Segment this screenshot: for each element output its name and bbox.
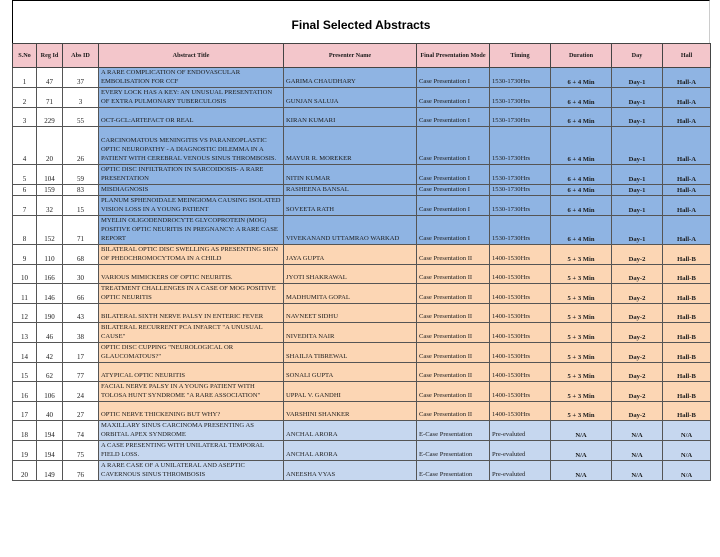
cell-abs-id: 75 <box>63 441 99 461</box>
cell-duration: 6 + 4 Min <box>551 165 612 185</box>
cell-reg-id: 194 <box>37 421 63 441</box>
cell-timing: 1400-1530Hrs <box>490 265 551 284</box>
cell-duration: 5 + 3 Min <box>551 402 612 421</box>
cell-presenter-name: JAYA GUPTA <box>284 245 417 265</box>
header-hall: Hall <box>663 44 711 68</box>
cell-abs-id: 59 <box>63 165 99 185</box>
cell-sno: 4 <box>13 127 37 165</box>
cell-day: Day-2 <box>612 382 663 402</box>
cell-hall: Hall-B <box>663 245 711 265</box>
cell-presentation-mode: Case Presentation I <box>417 127 490 165</box>
cell-reg-id: 40 <box>37 402 63 421</box>
cell-sno: 14 <box>13 343 37 363</box>
table-row <box>13 343 711 363</box>
cell-reg-id: 229 <box>37 108 63 127</box>
cell-reg-id: 71 <box>37 88 63 108</box>
cell-presenter-name: RASHEENA BANSAL <box>284 185 417 196</box>
cell-presentation-mode: Case Presentation I <box>417 108 490 127</box>
cell-abstract-title: CARCINOMATOUS MENINGITIS VS PARANEOPLASTIC OPTIC NEUROPATHY - A DIAGNOSTIC DILEMMA IN A PATIENT WITH CEREBRAL VENOUS SINUS THROMBOSIS. <box>99 127 284 165</box>
table-row <box>13 245 711 265</box>
table-row <box>13 185 711 196</box>
cell-abstract-title: OPTIC DISC INFILTRATION IN SARCOIDOSIS- A RARE PRESENTATION <box>99 165 284 185</box>
cell-sno: 19 <box>13 441 37 461</box>
cell-presenter-name: VARSHINI SHANKER <box>284 402 417 421</box>
header-reg-id: Reg Id <box>37 44 63 68</box>
cell-day: Day-2 <box>612 363 663 382</box>
cell-day: Day-1 <box>612 216 663 245</box>
cell-timing: 1400-1530Hrs <box>490 323 551 343</box>
cell-reg-id: 47 <box>37 68 63 88</box>
table-row <box>13 402 711 421</box>
header-presenter-name: Presenter Name <box>284 44 417 68</box>
cell-sno: 9 <box>13 245 37 265</box>
cell-abs-id: 38 <box>63 323 99 343</box>
cell-abstract-title: EVERY LOCK HAS A KEY: AN UNUSUAL PRESENTATION OF EXTRA PULMONARY TUBERCULOSIS <box>99 88 284 108</box>
cell-day: Day-2 <box>612 284 663 304</box>
cell-presentation-mode: Case Presentation I <box>417 165 490 185</box>
cell-timing: 1530-1730Hrs <box>490 127 551 165</box>
cell-hall: Hall-B <box>663 265 711 284</box>
cell-abs-id: 30 <box>63 265 99 284</box>
cell-abstract-title: BILATERAL RECURRENT PCA INFARCT "A UNUSUAL CAUSE" <box>99 323 284 343</box>
cell-timing: 1400-1530Hrs <box>490 343 551 363</box>
cell-reg-id: 194 <box>37 441 63 461</box>
cell-duration: 5 + 3 Min <box>551 323 612 343</box>
cell-sno: 18 <box>13 421 37 441</box>
cell-reg-id: 32 <box>37 196 63 216</box>
cell-abstract-title: BILATERAL OPTIC DISC SWELLING AS PRESENTING SIGN OF PHEOCHROMOCYTOMA IN A CHILD <box>99 245 284 265</box>
header-presentation-mode: Final Presentation Mode <box>417 44 490 68</box>
cell-duration: 6 + 4 Min <box>551 196 612 216</box>
cell-reg-id: 20 <box>37 127 63 165</box>
cell-sno: 2 <box>13 88 37 108</box>
cell-abs-id: 71 <box>63 216 99 245</box>
cell-abstract-title: OPTIC DISC CUPPING "NEUROLOGICAL OR GLAUCOMATOUS?" <box>99 343 284 363</box>
cell-presentation-mode: Case Presentation II <box>417 323 490 343</box>
cell-duration: 5 + 3 Min <box>551 265 612 284</box>
cell-sno: 3 <box>13 108 37 127</box>
cell-presentation-mode: Case Presentation II <box>417 343 490 363</box>
cell-timing: 1530-1730Hrs <box>490 165 551 185</box>
cell-sno: 6 <box>13 185 37 196</box>
cell-day: Day-2 <box>612 304 663 323</box>
cell-hall: Hall-A <box>663 196 711 216</box>
cell-hall: Hall-A <box>663 165 711 185</box>
cell-presentation-mode: Case Presentation II <box>417 363 490 382</box>
cell-duration: 6 + 4 Min <box>551 68 612 88</box>
cell-duration: 5 + 3 Min <box>551 245 612 265</box>
cell-presentation-mode: Case Presentation I <box>417 185 490 196</box>
table-row <box>13 382 711 402</box>
cell-hall: Hall-B <box>663 284 711 304</box>
cell-reg-id: 110 <box>37 245 63 265</box>
cell-abstract-title: MISDIAGNOSIS <box>99 185 284 196</box>
cell-reg-id: 104 <box>37 165 63 185</box>
cell-abstract-title: OPTIC NERVE THICKENING BUT WHY? <box>99 402 284 421</box>
cell-abs-id: 66 <box>63 284 99 304</box>
cell-presentation-mode: E-Case Presentation <box>417 441 490 461</box>
cell-presenter-name: SONALI GUPTA <box>284 363 417 382</box>
cell-day: Day-1 <box>612 127 663 165</box>
cell-timing: 1530-1730Hrs <box>490 196 551 216</box>
cell-timing: 1530-1730Hrs <box>490 68 551 88</box>
cell-abstract-title: MYELIN OLIGODENDROCYTE GLYCOPROTEIN (MOG) POSITIVE OPTIC NEURITIS IN PREGNANCY: A RARE CASE REPORT <box>99 216 284 245</box>
cell-sno: 8 <box>13 216 37 245</box>
cell-reg-id: 166 <box>37 265 63 284</box>
cell-presenter-name: MADHUMITA GOPAL <box>284 284 417 304</box>
cell-abstract-title: BILATERAL SIXTH NERVE PALSY IN ENTERIC FEVER <box>99 304 284 323</box>
cell-abstract-title: TREATMENT CHALLENGES IN A CASE OF MOG POSITIVE OPTIC NEURITIS <box>99 284 284 304</box>
cell-day: Day-1 <box>612 185 663 196</box>
cell-hall: N/A <box>663 421 711 441</box>
cell-duration: 6 + 4 Min <box>551 127 612 165</box>
cell-abs-id: 27 <box>63 402 99 421</box>
cell-timing: 1400-1530Hrs <box>490 382 551 402</box>
table-row <box>13 265 711 284</box>
cell-reg-id: 62 <box>37 363 63 382</box>
cell-hall: Hall-A <box>663 127 711 165</box>
cell-presenter-name: GARIMA CHAUDHARY <box>284 68 417 88</box>
cell-sno: 16 <box>13 382 37 402</box>
cell-abs-id: 3 <box>63 88 99 108</box>
cell-presentation-mode: Case Presentation I <box>417 216 490 245</box>
cell-abs-id: 17 <box>63 343 99 363</box>
cell-timing: 1400-1530Hrs <box>490 402 551 421</box>
cell-presentation-mode: E-Case Presentation <box>417 461 490 481</box>
cell-timing: Pre-evaluted <box>490 421 551 441</box>
table-row <box>13 284 711 304</box>
cell-abs-id: 15 <box>63 196 99 216</box>
cell-presenter-name: GUNJAN SALUJA <box>284 88 417 108</box>
cell-abs-id: 77 <box>63 363 99 382</box>
cell-hall: Hall-B <box>663 304 711 323</box>
cell-hall: N/A <box>663 461 711 481</box>
cell-abs-id: 83 <box>63 185 99 196</box>
table-row <box>13 127 711 165</box>
cell-day: Day-1 <box>612 165 663 185</box>
header-abs-id: Abs ID <box>63 44 99 68</box>
cell-sno: 11 <box>13 284 37 304</box>
cell-day: Day-1 <box>612 108 663 127</box>
cell-abstract-title: A CASE PRESENTING WITH UNILATERAL TEMPORAL FIELD LOSS. <box>99 441 284 461</box>
cell-abstract-title: PLANUM SPHENOIDALE MEINGIOMA CAUSING ISOLATED VISION LOSS IN A YOUNG PATIENT <box>99 196 284 216</box>
cell-day: Day-2 <box>612 323 663 343</box>
cell-sno: 15 <box>13 363 37 382</box>
table-row <box>13 461 711 481</box>
header-abstract-title: Abstract Title <box>99 44 284 68</box>
cell-hall: Hall-A <box>663 108 711 127</box>
cell-sno: 7 <box>13 196 37 216</box>
cell-abstract-title: VARIOUS MIMICKERS OF OPTIC NEURITIS. <box>99 265 284 284</box>
cell-sno: 1 <box>13 68 37 88</box>
cell-abstract-title: MAXILLARY SINUS CARCINOMA PRESENTING AS ORBITAL APEX SYNDROME <box>99 421 284 441</box>
cell-presenter-name: UPPAL V. GANDHI <box>284 382 417 402</box>
header-duration: Duration <box>551 44 612 68</box>
cell-day: Day-1 <box>612 68 663 88</box>
cell-presentation-mode: Case Presentation I <box>417 196 490 216</box>
cell-presentation-mode: Case Presentation I <box>417 88 490 108</box>
cell-duration: 5 + 3 Min <box>551 284 612 304</box>
sheet-title: Final Selected Abstracts <box>12 0 710 43</box>
cell-abs-id: 43 <box>63 304 99 323</box>
cell-reg-id: 152 <box>37 216 63 245</box>
cell-sno: 13 <box>13 323 37 343</box>
cell-day: Day-2 <box>612 265 663 284</box>
table-row <box>13 421 711 441</box>
cell-duration: N/A <box>551 461 612 481</box>
cell-presenter-name: NIVEDITA NAIR <box>284 323 417 343</box>
cell-reg-id: 146 <box>37 284 63 304</box>
cell-timing: 1530-1730Hrs <box>490 88 551 108</box>
cell-sno: 12 <box>13 304 37 323</box>
cell-day: Day-1 <box>612 196 663 216</box>
cell-reg-id: 42 <box>37 343 63 363</box>
cell-duration: 6 + 4 Min <box>551 88 612 108</box>
cell-timing: 1530-1730Hrs <box>490 108 551 127</box>
cell-hall: Hall-A <box>663 216 711 245</box>
cell-hall: Hall-A <box>663 68 711 88</box>
table-row <box>13 304 711 323</box>
cell-abstract-title: A RARE COMPLICATION OF ENDOVASCULAR EMBOLISATION FOR CCF <box>99 68 284 88</box>
cell-abs-id: 37 <box>63 68 99 88</box>
cell-duration: N/A <box>551 421 612 441</box>
cell-duration: 5 + 3 Min <box>551 304 612 323</box>
table-row <box>13 165 711 185</box>
cell-duration: N/A <box>551 441 612 461</box>
table-body <box>13 68 711 481</box>
cell-presenter-name: NAVNEET SIDHU <box>284 304 417 323</box>
cell-abs-id: 26 <box>63 127 99 165</box>
cell-presenter-name: JYOTI SHAKRAWAL <box>284 265 417 284</box>
cell-presentation-mode: Case Presentation II <box>417 402 490 421</box>
cell-abs-id: 24 <box>63 382 99 402</box>
cell-presentation-mode: E-Case Presentation <box>417 421 490 441</box>
cell-presenter-name: ANCHAL ARORA <box>284 441 417 461</box>
cell-abstract-title: OCT-GCL:ARTEFACT OR REAL <box>99 108 284 127</box>
cell-reg-id: 159 <box>37 185 63 196</box>
table-row <box>13 108 711 127</box>
cell-duration: 5 + 3 Min <box>551 382 612 402</box>
cell-presenter-name: KIRAN KUMARI <box>284 108 417 127</box>
header-sno: S.No <box>13 44 37 68</box>
table-row <box>13 363 711 382</box>
cell-hall: N/A <box>663 441 711 461</box>
table-row <box>13 88 711 108</box>
header-day: Day <box>612 44 663 68</box>
cell-presentation-mode: Case Presentation II <box>417 245 490 265</box>
cell-presentation-mode: Case Presentation I <box>417 68 490 88</box>
cell-timing: 1530-1730Hrs <box>490 185 551 196</box>
cell-timing: 1400-1530Hrs <box>490 363 551 382</box>
cell-day: N/A <box>612 441 663 461</box>
cell-duration: 6 + 4 Min <box>551 185 612 196</box>
cell-presenter-name: SOVEETA RATH <box>284 196 417 216</box>
cell-sno: 5 <box>13 165 37 185</box>
cell-duration: 6 + 4 Min <box>551 216 612 245</box>
cell-timing: 1530-1730Hrs <box>490 216 551 245</box>
cell-reg-id: 46 <box>37 323 63 343</box>
cell-presenter-name: ANEESHA VYAS <box>284 461 417 481</box>
abstracts-table <box>12 43 711 481</box>
table-row <box>13 68 711 88</box>
cell-abstract-title: ATYPICAL OPTIC NEURITIS <box>99 363 284 382</box>
table-row <box>13 216 711 245</box>
cell-hall: Hall-A <box>663 88 711 108</box>
spreadsheet-page <box>12 0 710 481</box>
cell-timing: 1400-1530Hrs <box>490 284 551 304</box>
cell-presentation-mode: Case Presentation II <box>417 382 490 402</box>
cell-reg-id: 106 <box>37 382 63 402</box>
cell-presenter-name: ANCHAL ARORA <box>284 421 417 441</box>
cell-sno: 17 <box>13 402 37 421</box>
table-row <box>13 441 711 461</box>
cell-duration: 5 + 3 Min <box>551 343 612 363</box>
cell-abs-id: 68 <box>63 245 99 265</box>
header-row <box>13 44 711 68</box>
cell-hall: Hall-B <box>663 323 711 343</box>
cell-presentation-mode: Case Presentation II <box>417 265 490 284</box>
cell-timing: 1400-1530Hrs <box>490 304 551 323</box>
cell-timing: 1400-1530Hrs <box>490 245 551 265</box>
cell-reg-id: 149 <box>37 461 63 481</box>
cell-day: N/A <box>612 461 663 481</box>
cell-hall: Hall-A <box>663 185 711 196</box>
cell-day: Day-2 <box>612 245 663 265</box>
cell-hall: Hall-B <box>663 363 711 382</box>
cell-abstract-title: A RARE CASE OF A UNILATERAL AND ASEPTIC CAVERNOUS SINUS THROMBOSIS <box>99 461 284 481</box>
table-row <box>13 323 711 343</box>
cell-duration: 5 + 3 Min <box>551 363 612 382</box>
cell-timing: Pre-evaluted <box>490 461 551 481</box>
cell-presenter-name: VIVEKANAND UTTAMRAO WARKAD <box>284 216 417 245</box>
table-row <box>13 196 711 216</box>
cell-reg-id: 190 <box>37 304 63 323</box>
cell-hall: Hall-B <box>663 402 711 421</box>
cell-day: Day-1 <box>612 88 663 108</box>
cell-duration: 6 + 4 Min <box>551 108 612 127</box>
cell-presenter-name: SHAILJA TIBREWAL <box>284 343 417 363</box>
cell-hall: Hall-B <box>663 382 711 402</box>
cell-timing: Pre-evaluted <box>490 441 551 461</box>
cell-abs-id: 55 <box>63 108 99 127</box>
cell-presentation-mode: Case Presentation II <box>417 304 490 323</box>
header-timing: Timing <box>490 44 551 68</box>
cell-abs-id: 74 <box>63 421 99 441</box>
cell-abstract-title: FACIAL NERVE PALSY IN A YOUNG PATIENT WITH TOLOSA HUNT SYNDROME "A RARE ASSOCIATION" <box>99 382 284 402</box>
cell-presentation-mode: Case Presentation II <box>417 284 490 304</box>
cell-sno: 20 <box>13 461 37 481</box>
cell-sno: 10 <box>13 265 37 284</box>
cell-presenter-name: NITIN KUMAR <box>284 165 417 185</box>
cell-presenter-name: MAYUR R. MOREKER <box>284 127 417 165</box>
cell-hall: Hall-B <box>663 343 711 363</box>
cell-abs-id: 76 <box>63 461 99 481</box>
cell-day: Day-2 <box>612 402 663 421</box>
cell-day: Day-2 <box>612 343 663 363</box>
cell-day: N/A <box>612 421 663 441</box>
